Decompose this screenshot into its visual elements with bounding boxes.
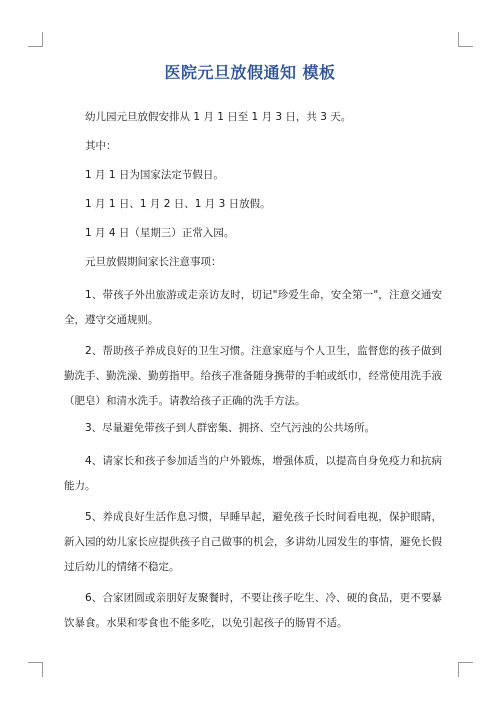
- paragraph-holiday-legal: 1 月 1 日为国家法定节假日。: [85, 169, 224, 181]
- paragraph-notice-heading: 元旦放假期间家长注意事项：: [85, 256, 222, 268]
- crop-mark-top-left: [28, 32, 43, 47]
- paragraph-among: 其中：: [85, 140, 117, 152]
- document-title: 医院元旦放假通知 模板: [164, 63, 336, 82]
- crop-mark-bottom-right: [458, 662, 473, 677]
- paragraph-item-1: 1、带孩子外出旅游或走亲访友时，切记"珍爱生命，安全第一"，注意交通安全，遵守交通规则。: [64, 289, 442, 326]
- crop-mark-top-right: [458, 32, 473, 47]
- paragraph-item-4: 4、请家长和孩子参加适当的户外锻炼，增强体质，以提高自身免疫力和抗病能力。: [64, 455, 442, 492]
- paragraph-holiday-days: 1 月 1 日、1 月 2 日、1 月 3 日放假。: [85, 198, 271, 210]
- paragraph-item-6: 6、合家团圆或亲朋好友聚餐时，不要让孩子吃生、冷、硬的食品，更不要暴饮暴食。水果和零食也不能多吃，以免引起孩子的肠胃不适。: [64, 592, 442, 629]
- crop-mark-bottom-left: [28, 662, 43, 677]
- document-body: [64, 109, 442, 642]
- paragraph-item-5: 5、养成良好生活作息习惯，早睡早起，避免孩子长时间看电视，保护眼睛，新入园的幼儿家长应提供孩子自己做事的机会，多讲幼儿园发生的事情，避免长假过后幼儿的情绪不稳定。: [64, 511, 442, 573]
- paragraph-item-2: 2、帮助孩子养成良好的卫生习惯。注意家庭与个人卫生，监督您的孩子做到勤洗手、勤洗澡、勤剪指甲。给孩子准备随身携带的手帕或纸巾，经常使用洗手液（肥皂）和清水洗手。请教给孩子正确的洗手方法。: [64, 345, 442, 407]
- paragraph-schedule: 幼儿园元旦放假安排从 1 月 1 日至 1 月 3 日，共 3 天。: [85, 111, 352, 123]
- paragraph-item-3: 3、尽量避免带孩子到人群密集、拥挤、空气污浊的公共场所。: [85, 422, 376, 434]
- paragraph-return-date: 1 月 4 日（星期三）正常入园。: [85, 227, 235, 239]
